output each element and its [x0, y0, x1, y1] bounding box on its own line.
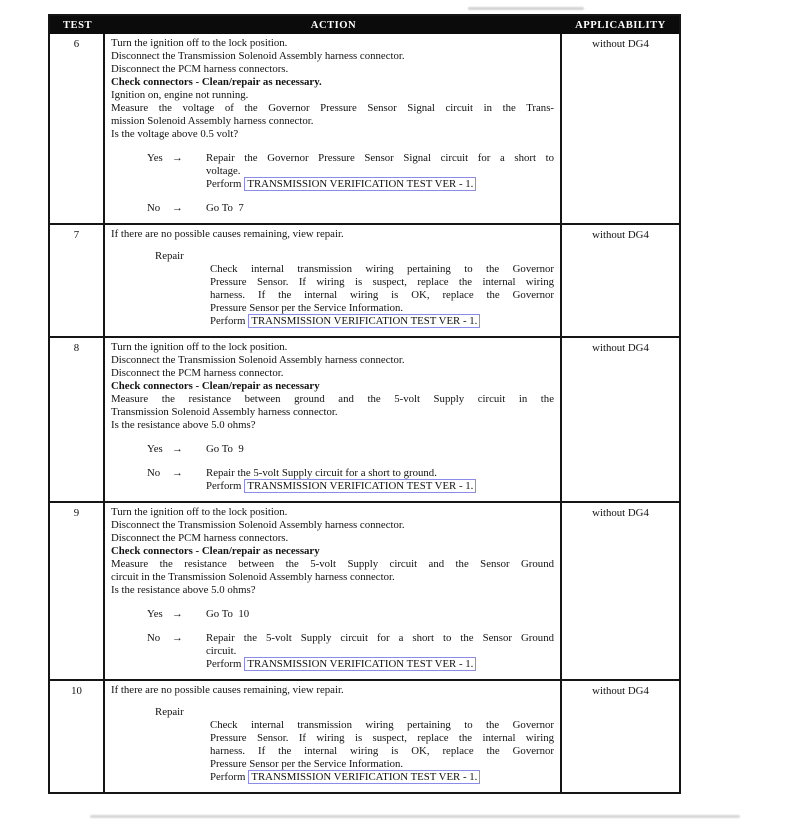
answer-label: Yes — [147, 443, 163, 455]
perform-text: Perform — [206, 178, 242, 190]
text-line: Measure the resistance between ground and the 5-volt Supply circuit in the — [111, 393, 554, 405]
test-number: 10 — [50, 681, 105, 792]
text-line: Repair the 5-volt Supply circuit for a short to ground. — [206, 467, 437, 479]
answer-text — [206, 152, 554, 191]
test-number: 9 — [50, 503, 105, 679]
answer-label: No — [147, 202, 161, 214]
table-row — [50, 679, 679, 792]
answer-text — [206, 467, 554, 493]
test-number: 8 — [50, 338, 105, 501]
right-arrow-icon: → — [172, 608, 183, 620]
action-line: Disconnect the Transmission Solenoid Assembly harness connector. — [111, 50, 405, 62]
repair-label: Repair — [155, 706, 184, 718]
perform-line — [210, 771, 554, 784]
action-line-bold: Check connectors - Clean/repair as necessary. — [111, 76, 322, 88]
answer-row-yes — [111, 443, 554, 456]
perform-line — [210, 315, 554, 328]
action-cell — [105, 34, 562, 223]
answer-label: No — [147, 632, 161, 644]
action-paragraph — [111, 102, 554, 128]
text-line: Go To 7 — [206, 202, 244, 214]
answer-label: Yes — [147, 608, 163, 620]
action-line: Disconnect the PCM harness connectors. — [111, 63, 289, 75]
table-row — [50, 501, 679, 679]
diagnostic-test-table — [48, 14, 681, 794]
text-line: mission Solenoid Assembly harness connector. — [111, 115, 314, 127]
repair-label: Repair — [155, 250, 184, 262]
text-line: voltage. — [206, 165, 241, 177]
perform-line — [206, 178, 554, 191]
transmission-verification-test-link[interactable]: TRANSMISSION VERIFICATION TEST VER - 1. — [244, 177, 476, 191]
text-line: Pressure Sensor per the Service Information. — [210, 302, 404, 314]
text-line: harness. If the internal wiring is OK, replace the Governor — [210, 745, 554, 757]
action-cell — [105, 225, 562, 336]
applicability-value: without DG4 — [592, 342, 649, 354]
table-header-row — [50, 16, 679, 34]
text-line: Check internal transmission wiring pertaining to the Governor — [210, 263, 554, 275]
perform-line — [206, 658, 554, 671]
answer-text — [206, 443, 554, 456]
transmission-verification-test-link[interactable]: TRANSMISSION VERIFICATION TEST VER - 1. — [248, 314, 480, 328]
action-line: Is the resistance above 5.0 ohms? — [111, 419, 256, 431]
right-arrow-icon: → — [172, 467, 183, 479]
text-line: Measure the resistance between the 5-volt Supply circuit and the Sensor Ground — [111, 558, 554, 570]
text-line: Pressure Sensor. If wiring is suspect, replace the internal wiring — [210, 732, 554, 744]
action-paragraph — [111, 393, 554, 419]
action-line-bold: Check connectors - Clean/repair as necessary — [111, 545, 320, 557]
answer-text — [206, 202, 554, 215]
action-line: Turn the ignition off to the lock position. — [111, 37, 288, 49]
right-arrow-icon: → — [172, 202, 183, 214]
repair-instructions — [210, 263, 554, 328]
right-arrow-icon: → — [172, 443, 183, 455]
text-line: Check internal transmission wiring pertaining to the Governor — [210, 719, 554, 731]
action-line: Is the resistance above 5.0 ohms? — [111, 584, 256, 596]
applicability-value: without DG4 — [592, 229, 649, 241]
action-line: Turn the ignition off to the lock position. — [111, 506, 288, 518]
answer-row-no — [111, 202, 554, 215]
text-line: Pressure Sensor per the Service Information. — [210, 758, 404, 770]
transmission-verification-test-link[interactable]: TRANSMISSION VERIFICATION TEST VER - 1. — [244, 657, 476, 671]
text-line: Transmission Solenoid Assembly harness connector. — [111, 406, 338, 418]
action-line: If there are no possible causes remaining, view repair. — [111, 228, 344, 240]
column-header-action: ACTION — [310, 19, 357, 31]
text-line: Go To 9 — [206, 443, 244, 455]
repair-instructions — [210, 719, 554, 784]
action-line: Disconnect the PCM harness connectors. — [111, 532, 289, 544]
action-line: If there are no possible causes remaining, view repair. — [111, 684, 344, 696]
column-header-applicability: APPLICABILITY — [575, 19, 666, 31]
applicability-value: without DG4 — [592, 507, 649, 519]
action-cell — [105, 503, 562, 679]
scan-artifact-bottom — [90, 815, 740, 818]
applicability-value: without DG4 — [592, 685, 649, 697]
answer-text — [206, 632, 554, 671]
transmission-verification-test-link[interactable]: TRANSMISSION VERIFICATION TEST VER - 1. — [248, 770, 480, 784]
answer-row-no — [111, 632, 554, 671]
right-arrow-icon: → — [172, 152, 183, 164]
text-line: Go To 10 — [206, 608, 250, 620]
transmission-verification-test-link[interactable]: TRANSMISSION VERIFICATION TEST VER - 1. — [244, 479, 476, 493]
text-line: Repair the Governor Pressure Sensor Signal circuit for a short to — [206, 152, 554, 164]
text-line: circuit. — [206, 645, 237, 657]
answer-label: No — [147, 467, 161, 479]
text-line: circuit in the Transmission Solenoid Assembly harness connector. — [111, 571, 395, 583]
perform-text: Perform — [206, 480, 242, 492]
action-line: Disconnect the Transmission Solenoid Assembly harness connector. — [111, 519, 405, 531]
test-number: 7 — [50, 225, 105, 336]
applicability-value: without DG4 — [592, 38, 649, 50]
text-line: Repair the 5-volt Supply circuit for a short to the Sensor Ground — [206, 632, 554, 644]
action-line: Disconnect the PCM harness connector. — [111, 367, 284, 379]
table-body — [50, 34, 679, 792]
action-line: Turn the ignition off to the lock position. — [111, 341, 288, 353]
action-line-bold: Check connectors - Clean/repair as necessary — [111, 380, 320, 392]
answer-text — [206, 608, 554, 621]
action-cell — [105, 681, 562, 792]
table-row — [50, 336, 679, 501]
table-row — [50, 34, 679, 223]
answer-row-no — [111, 467, 554, 493]
perform-line — [206, 480, 554, 493]
test-number: 6 — [50, 34, 105, 223]
perform-text: Perform — [210, 315, 246, 327]
text-line: harness. If the internal wiring is OK, replace the Governor — [210, 289, 554, 301]
action-paragraph — [111, 558, 554, 584]
action-cell — [105, 338, 562, 501]
answer-row-yes — [111, 608, 554, 621]
action-line: Ignition on, engine not running. — [111, 89, 249, 101]
action-line: Disconnect the Transmission Solenoid Assembly harness connector. — [111, 354, 405, 366]
column-header-test: TEST — [62, 19, 93, 31]
text-line: Measure the voltage of the Governor Pressure Sensor Signal circuit in the Trans- — [111, 102, 554, 114]
right-arrow-icon: → — [172, 632, 183, 644]
answer-label: Yes — [147, 152, 163, 164]
text-line: Pressure Sensor. If wiring is suspect, replace the internal wiring — [210, 276, 554, 288]
perform-text: Perform — [206, 658, 242, 670]
table-row — [50, 223, 679, 336]
scan-artifact-top — [468, 7, 584, 10]
action-line: Is the voltage above 0.5 volt? — [111, 128, 239, 140]
answer-row-yes — [111, 152, 554, 191]
perform-text: Perform — [210, 771, 246, 783]
